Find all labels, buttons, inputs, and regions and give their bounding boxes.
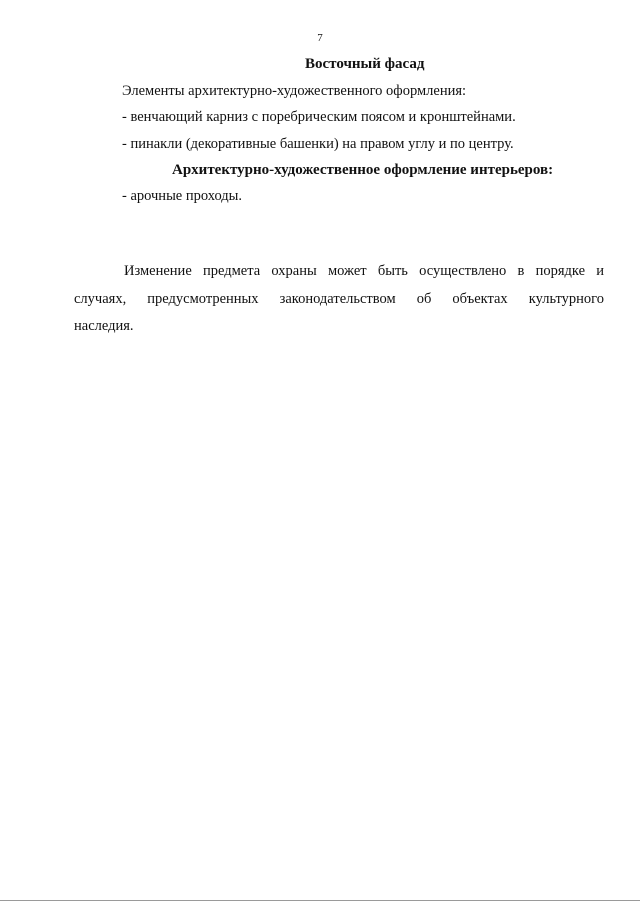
facade-item-cornice: - венчающий карниз с поребрическим поясом и кронштейнами. (122, 109, 516, 125)
closing-line-2: случаях, предусмотренных законодательством об объектах культурного (74, 291, 604, 307)
elements-intro: Элементы архитектурно-художественного оформления: (122, 83, 467, 99)
facade-item-pinnacles: - пинакли (декоративные башенки) на правом углу и по центру. (122, 136, 514, 152)
closing-line-1: Изменение предмета охраны может быть осуществлено в порядке и (124, 263, 604, 279)
closing-line-3: наследия. (74, 318, 134, 334)
east-facade-heading: Восточный фасад (305, 56, 425, 72)
interior-item-arches: - арочные проходы. (122, 188, 243, 204)
page-number: 7 (317, 32, 323, 44)
scan-bottom-edge (0, 900, 640, 901)
interiors-heading: Архитектурно-художественное оформление интерьеров: (172, 162, 554, 178)
